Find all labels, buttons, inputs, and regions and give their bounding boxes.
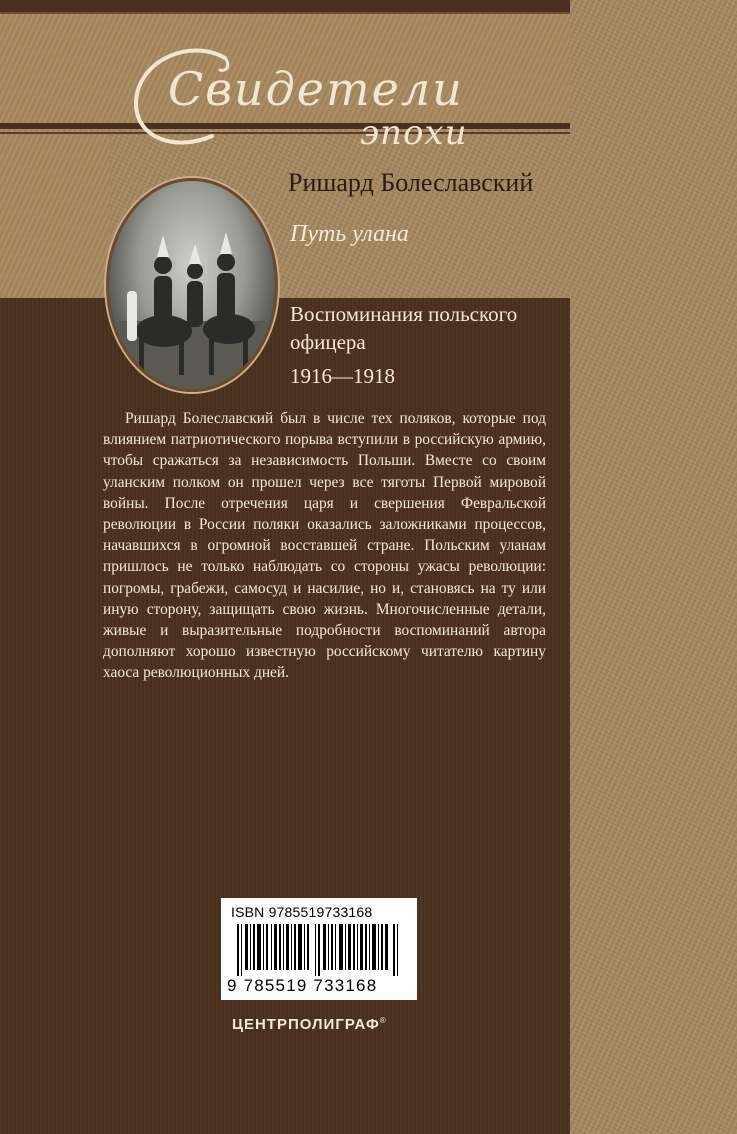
book-subtitle: Воспоминания польского офицера [290,302,518,354]
barcode-bars-icon [229,924,409,976]
cavalry-photo-icon [106,178,278,392]
isbn-barcode [221,898,417,1000]
book-years: 1916—1918 [290,364,395,388]
isbn-label: ISBN 9785519733168 [231,904,373,920]
annotation-text: Ришард Болеславский был в числе тех поляков, которые под влиянием патриотического порыва вступили в российскую армию, чтобы сражаться за независимость Польши. Вместе со своим уланским полком он прошел через все тяготы Первой мировой войны. После отречения царя и свершения Февральской революции в России поляки оказались заложниками процессов, начавшихся в огромной восставшей стране. Польским уланам пришлось не только наблюдать со стороны ужасы революции: погромы, грабежи, самосуд и насилие, но и, становясь на ту или иную сторону, защищать свою жизнь. Многочисленные детали, живые и выразительные подробности воспоминаний автора дополняют хорошо известную российскому читателю картину хаоса революционных дней. [103,410,546,682]
series-title-line1: Свидетели [168,62,464,116]
series-title-line2: эпохи [360,113,468,153]
top-dark-strip [0,0,570,12]
publisher-name: ЦЕНТРПОЛИГРАФ [232,1016,380,1033]
isbn-digits: 9 785519 733168 [227,976,378,995]
middle-band [0,134,110,298]
registered-mark: ® [379,1016,387,1025]
publisher-logo [232,1016,387,1033]
author-name: Ришард Болеславский [288,168,534,197]
book-title: Путь улана [290,221,409,247]
